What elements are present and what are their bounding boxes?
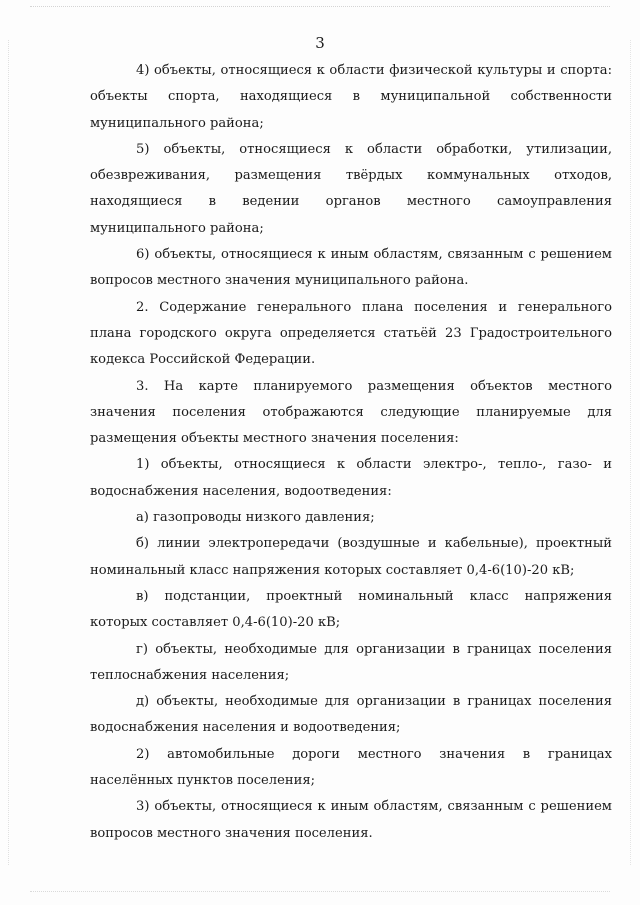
scan-edge-left xyxy=(8,40,10,865)
page-number: 3 xyxy=(315,34,325,52)
scan-edge-bottom xyxy=(30,891,610,893)
paragraph-subitem-1: 1) объекты, относящиеся к области электро-, тепло-, газо- и водоснабжения населения, водоотведения: xyxy=(90,457,612,499)
paragraph-item-4: 4) объекты, относящиеся к области физической культуры и спорта: объекты спорта, находящиеся в муниципальной собственности муниципального района; xyxy=(90,63,612,131)
paragraph-item-5: 5) объекты, относящиеся к области обработки, утилизации, обезвреживания, размещения твёрдых коммунальных отходов, находящиеся в ведении органов местного самоуправления муниципального района; xyxy=(90,141,612,236)
paragraph-subitem-v: в) подстанции, проектный номинальный класс напряжения которых составляет 0,4-6(10)-20 кВ; xyxy=(90,588,612,631)
paragraph-subitem-d: д) объекты, необходимые для организации в границах поселения водоснабжения населения и водоотведения; xyxy=(90,694,612,736)
paragraph-section-3: 3. На карте планируемого размещения объектов местного значения поселения отображаются следующие планируемые для размещения объекты местного значения поселения: xyxy=(90,378,612,447)
paragraph-subitem-3: 3) объекты, относящиеся к иным областям, связанным с решением вопросов местного значения поселения. xyxy=(90,799,612,841)
paragraph-subitem-a: а) газопроводы низкого давления; xyxy=(136,510,375,526)
paragraph-section-2: 2. Содержание генерального плана поселения и генерального плана городского округа определяется статьёй 23 Градостроительного кодекса Российской Федерации. xyxy=(90,299,612,368)
paragraph-subitem-2: 2) автомобильные дороги местного значения в границах населённых пунктов поселения; xyxy=(90,746,612,789)
paragraph-subitem-b: б) линии электропередачи (воздушные и кабельные), проектный номинальный класс напряжения которых составляет 0,4-6(10)-20 кВ; xyxy=(90,536,612,578)
scan-edge-right xyxy=(630,40,632,865)
paragraph-subitem-g: г) объекты, необходимые для организации в границах поселения теплоснабжения населения; xyxy=(90,641,612,683)
document-body xyxy=(90,58,612,847)
scan-edge-top xyxy=(30,6,610,8)
paragraph-item-6: 6) объекты, относящиеся к иным областям, связанным с решением вопросов местного значения муниципального района. xyxy=(90,247,612,289)
